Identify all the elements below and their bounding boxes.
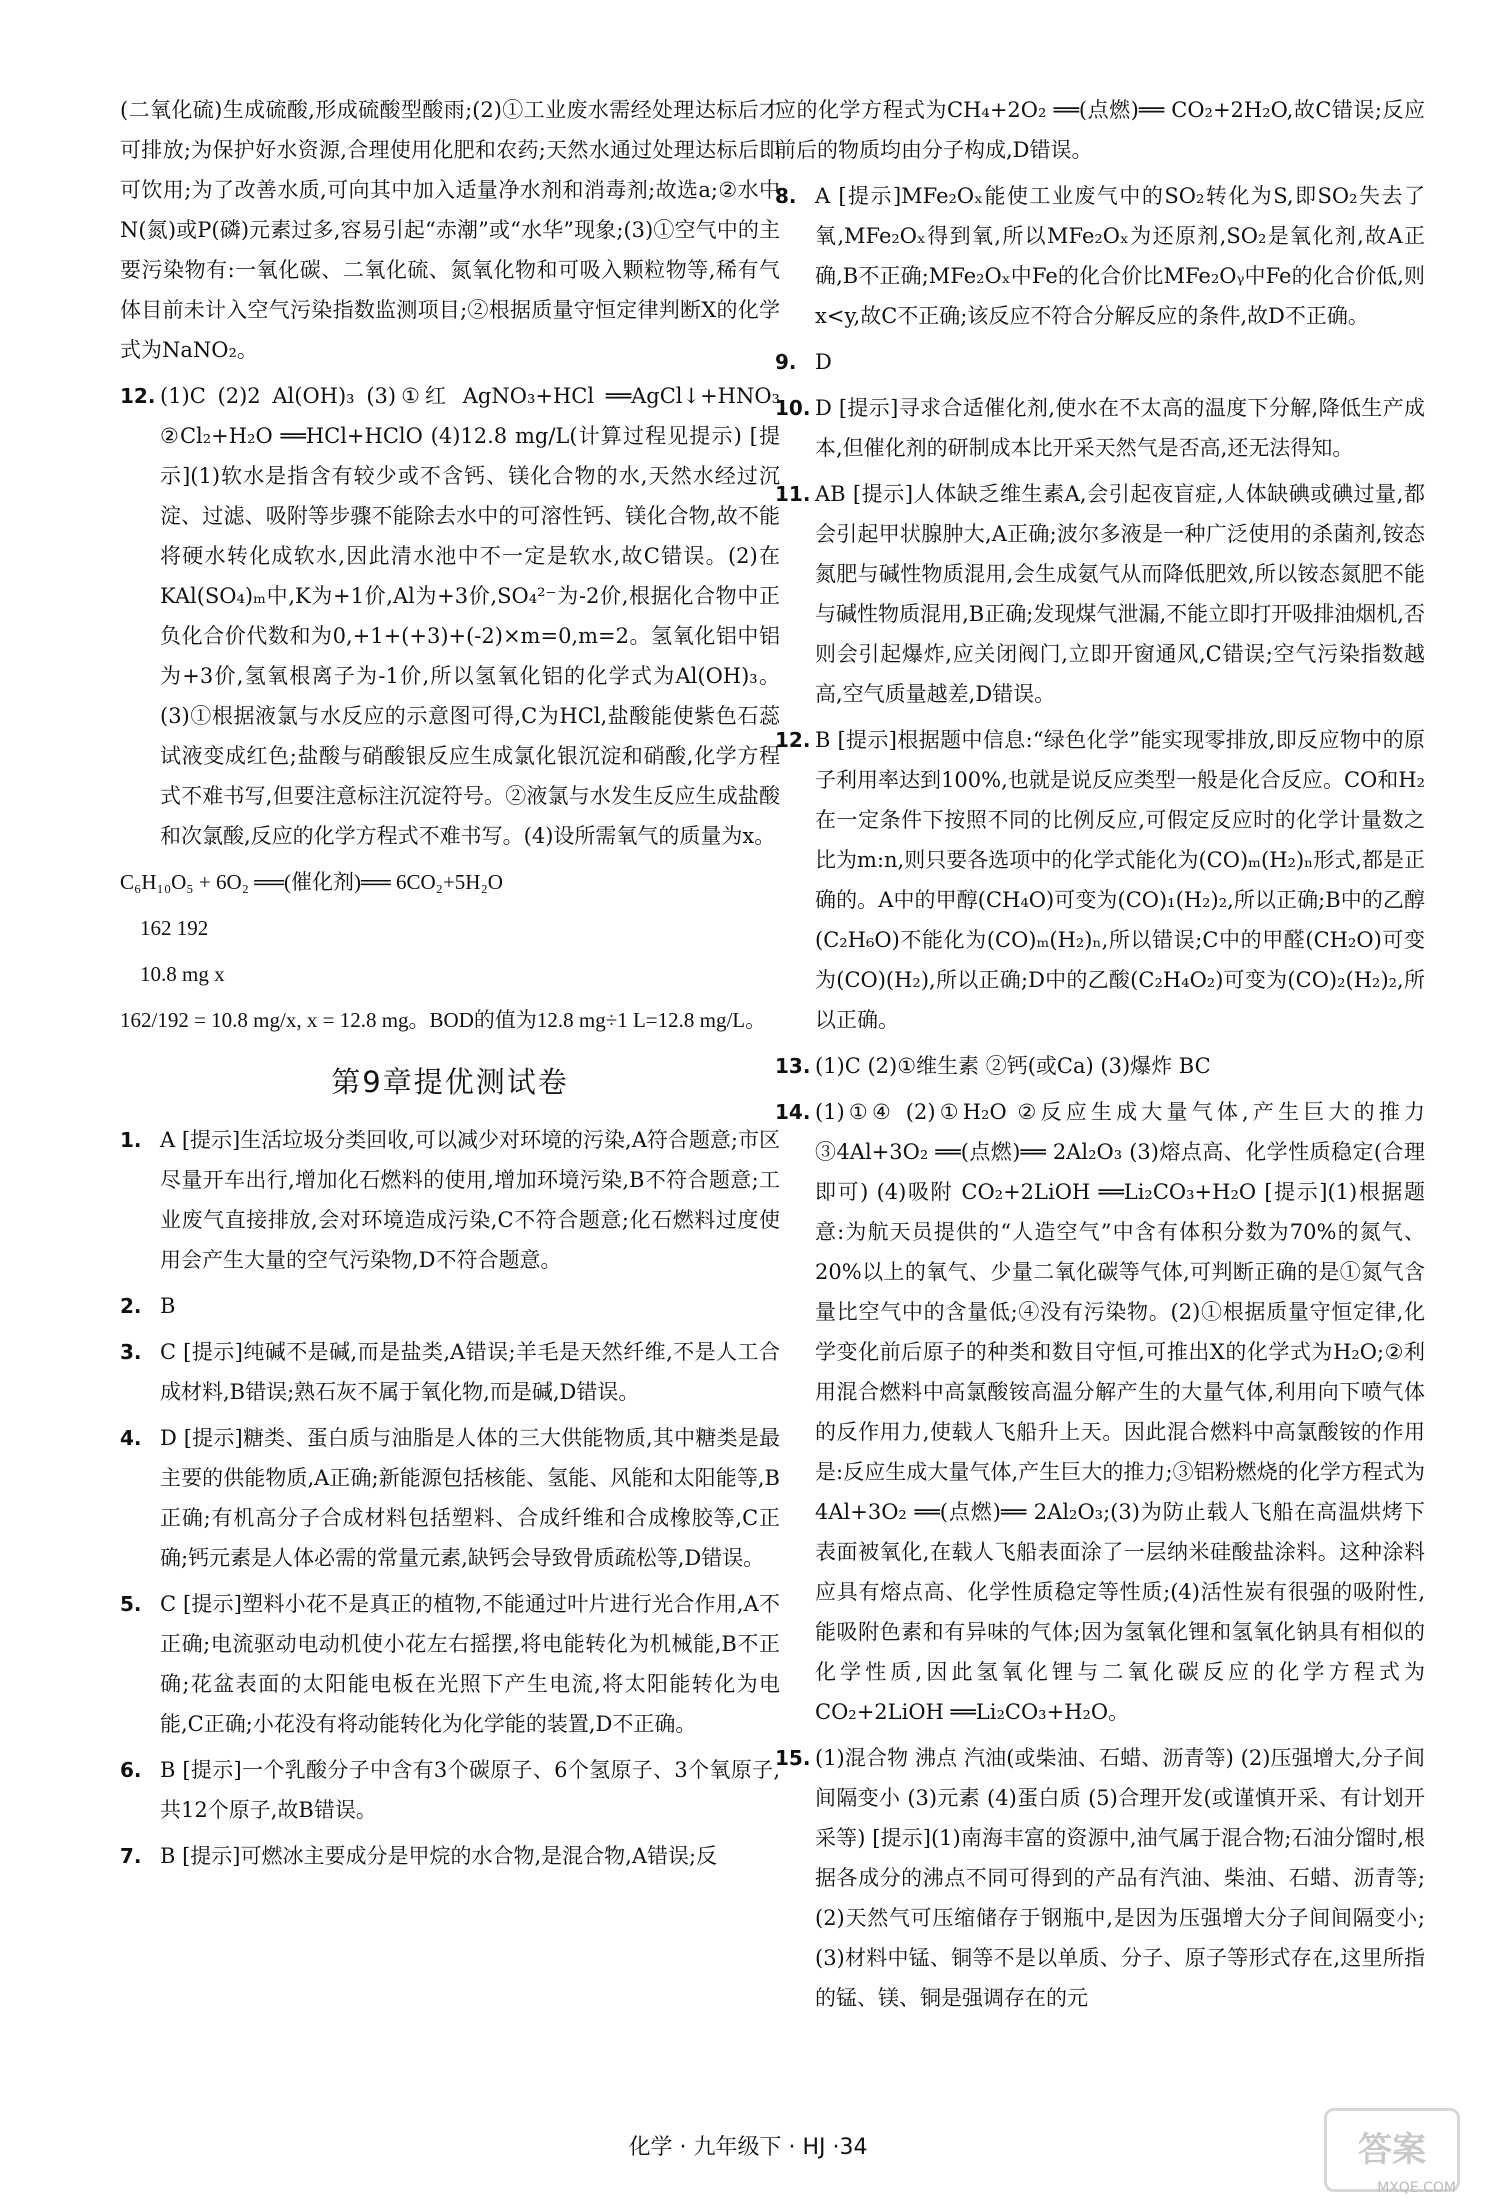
item-text: B [提示]根据题中信息:“绿色化学”能实现零排放,即反应物中的原子利用率达到100%,也就是说反应类型一般是化合反应。CO和H₂在一定条件下按照不同的比例反应,可假定反应时的化学计量数之比为m:n,则只要各选项中的化学式能化为(CO)ₘ(H₂)ₙ形式,都是正确的。A中的甲醇(CH₄O)可变为(CO)₁(H₂)₂,所以正确;B中的乙醇(C₂H₆O)不能化为(CO)ₘ(H₂)ₙ,所以错误;C中的甲醛(CH₂O)可变为(CO)(H₂),所以正确;D中的乙酸(C₂H₄O₂)可变为(CO)₂(H₂)₂,所以正确。 — [815, 728, 1425, 1032]
item-number: 4. — [120, 1426, 142, 1450]
calc-result: 162/192 = 10.8 mg/x, x = 12.8 mg。BOD的值为12.8 mg÷1 L=12.8 mg/L。 — [120, 1008, 767, 1032]
watermark-logo: 答案 — [1324, 2108, 1460, 2192]
answer-item — [120, 1120, 780, 1280]
answer-item — [120, 1332, 780, 1412]
item-text: AB [提示]人体缺乏维生素A,会引起夜盲症,人体缺碘或碘过量,都会引起甲状腺肿大,A正确;波尔多液是一种广泛使用的杀菌剂,铵态氮肥与碱性物质混用,会生成氨气从而降低肥效,所以铵态氮肥不能与碱性物质混用,B正确;发现煤气泄漏,不能立即打开吸排油烟机,否则会引起爆炸,应关闭阀门,立即开窗通风,C错误;空气污染指数越高,空气质量越差,D错误。 — [815, 482, 1425, 706]
item-number: 8. — [775, 184, 797, 208]
item-number: 13. — [775, 1054, 811, 1078]
section-title: 第9章提优测试卷 — [331, 1065, 569, 1099]
answer-item — [120, 1750, 780, 1830]
answer-item — [775, 342, 1425, 382]
item-number: 14. — [775, 1100, 811, 1124]
item-text: (1)混合物 沸点 汽油(或柴油、石蜡、沥青等) (2)压强增大,分子间间隔变小 (3)元素 (4)蛋白质 (5)合理开发(或谨慎开采、有计划开采等) [提示](1)南海丰富的资源中,油气属于混合物;石油分馏时,根据各成分的沸点不同可得到的产品有汽油、柴油、石蜡、沥青等;(2)天然气可压缩储存于钢瓶中,是因为压强增大分子间间隔变小;(3)材料中锰、铜等不是以单质、分子、原子等形式存在,这里所指的锰、镁、铜是强调存在的元 — [815, 1746, 1425, 2010]
answer-item — [775, 176, 1425, 336]
watermark-url: MXQE.COM — [1377, 2180, 1456, 2196]
item-text: B [提示]一个乳酸分子中含有3个碳原子、6个氢原子、3个氧原子,共12个原子,故B错误。 — [160, 1758, 780, 1822]
item-number: 5. — [120, 1592, 142, 1616]
item-text: (1)①④ (2)①H₂O ②反应生成大量气体,产生巨大的推力 ③4Al+3O₂ ══(点燃)══ 2Al₂O₃ (3)熔点高、化学性质稳定(合理即可) (4)吸附 CO₂+2LiOH ══Li₂CO₃+H₂O [提示](1)根据题意:为航天员提供的“人造空气”中含有体积分数为70%的氮气、20%以上的氧气、少量二氧化碳等气体,可判断正确的是①氮气含量比空气中的含量低;④没有污染物。(2)①根据质量守恒定律,化学变化前后原子的种类和数目守恒,可推出X的化学式为H₂O;②利用混合燃料中高氯酸铵高温分解产生的大量气体,利用向下喷气体的反作用力,使载人飞船升上天。因此混合燃料中高氯酸铵的作用是:反应生成大量气体,产生巨大的推力;③铝粉燃烧的化学方程式为4Al+3O₂ ══(点燃)══ 2Al₂O₃;(3)为防止载人飞船在高温烘烤下表面被氧化,在载人飞船表面涂了一层纳米硅酸盐涂料。这种涂料应具有熔点高、化学性质稳定等性质;(4)活性炭有很强的吸附性,能吸附色素和有异味的气体;因为氢氧化锂和氢氧化钠具有相似的化学性质,因此氢氧化锂与二氧化碳反应的化学方程式为CO₂+2LiOH ══Li₂CO₃+H₂O。 — [815, 1100, 1425, 1724]
item-number: 7. — [120, 1844, 142, 1868]
left-items — [120, 1120, 780, 1876]
continued-text: 应的化学方程式为CH₄+2O₂ ══(点燃)══ CO₂+2H₂O,故C错误;反应前后的物质均由分子构成,D错误。 — [775, 98, 1425, 162]
left-column — [120, 90, 780, 1882]
item-text: B — [160, 1294, 176, 1318]
item-number: 6. — [120, 1758, 142, 1782]
calc-equation: C₆H₁₀O₅ + 6O₂ ══(催化剂)══ 6CO₂+5H₂O — [120, 870, 503, 894]
item-text: C [提示]纯碱不是碱,而是盐类,A错误;羊毛是天然纤维,不是人工合成材料,B错误;熟石灰不属于氧化物,而是碱,D错误。 — [160, 1340, 780, 1404]
answer-item — [120, 1584, 780, 1744]
answer-item — [120, 376, 780, 856]
answer-item — [775, 474, 1425, 714]
answer-item — [775, 720, 1425, 1040]
answer-item — [120, 1836, 780, 1876]
item-number: 12. — [775, 728, 811, 752]
item-text: (1)C (2)2 Al(OH)₃ (3)①红 AgNO₃+HCl ══AgCl↓+HNO₃ ②Cl₂+H₂O ══HCl+HClO (4)12.8 mg/L(计算过程见提示) [提示](1)软水是指含有较少或不含钙、镁化合物的水,天然水经过沉淀、过滤、吸附等步骤不能除去水中的可溶性钙、镁化合物,故不能将硬水转化成软水,因此清水池中不一定是软水,故C错误。(2)在KAl(SO₄)ₘ中,K为+1价,Al为+3价,SO₄²⁻为-2价,根据化合物中正负化合价代数和为0,+1+(+3)+(-2)×m=0,m=2。氢氧化铝中铝为+3价,氢氧根离子为-1价,所以氢氧化铝的化学式为Al(OH)₃。(3)①根据液氯与水反应的示意图可得,C为HCl,盐酸能使紫色石蕊试液变成红色;盐酸与硝酸银反应生成氯化银沉淀和硝酸,化学方程式不难书写,但要注意标注沉淀符号。②液氯与水发生反应生成盐酸和次氯酸,反应的化学方程式不难书写。(4)设所需氧气的质量为x。 — [160, 384, 780, 848]
item-number: 1. — [120, 1128, 142, 1152]
answer-item — [775, 388, 1425, 468]
item-text: C [提示]塑料小花不是真正的植物,不能通过叶片进行光合作用,A不正确;电流驱动电动机使小花左右摇摆,将电能转化为机械能,B不正确;花盆表面的太阳能电板在光照下产生电流,将太阳能转化为电能,C正确;小花没有将动能转化为化学能的装置,D不正确。 — [160, 1592, 780, 1736]
item-number: 2. — [120, 1294, 142, 1318]
item-number: 15. — [775, 1746, 811, 1770]
answer-item — [775, 1738, 1425, 2018]
item-number: 9. — [775, 350, 797, 374]
item-text: A [提示]MFe₂Oₓ能使工业废气中的SO₂转化为S,即SO₂失去了氧,MFe₂Oₓ得到氧,所以MFe₂Oₓ为还原剂,SO₂是氧化剂,故A正确,B不正确;MFe₂Oₓ中Fe的化合价比MFe₂Oᵧ中Fe的化合价低,则x<y,故C不正确;该反应不符合分解反应的条件,故D不正确。 — [815, 184, 1425, 328]
answer-item — [120, 1418, 780, 1578]
answer-item — [775, 1092, 1425, 1732]
right-column — [775, 90, 1425, 2024]
item-text: D [提示]糖类、蛋白质与油脂是人体的三大供能物质,其中糖类是最主要的供能物质,A正确;新能源包括核能、氢能、风能和太阳能等,B正确;有机高分子合成材料包括塑料、合成纤维和合成橡胶等,C正确;钙元素是人体必需的常量元素,缺钙会导致骨质疏松等,D错误。 — [160, 1426, 780, 1570]
page-footer: 化学 · 九年级下 · HJ ·34 — [628, 2135, 868, 2160]
answer-item — [775, 1046, 1425, 1086]
item-number: 12. — [120, 384, 156, 408]
item-text: D — [815, 350, 832, 374]
calc-mass: 162 192 — [140, 916, 209, 940]
item-number: 3. — [120, 1340, 142, 1364]
item-text: A [提示]生活垃圾分类回收,可以减少对环境的污染,A符合题意;市区尽量开车出行,增加化石燃料的使用,增加环境污染,B不符合题意;工业废气直接排放,会对环境造成污染,C不符合题意;化石燃料过度使用会产生大量的空气污染物,D不符合题意。 — [160, 1128, 780, 1272]
item-number: 11. — [775, 482, 811, 506]
intro-paragraph: (二氧化硫)生成硫酸,形成硫酸型酸雨;(2)①工业废水需经处理达标后才可排放;为保护好水资源,合理使用化肥和农药;天然水通过处理达标后即可饮用;为了改善水质,可向其中加入适量净水剂和消毒剂;故选a;②水中N(氮)或P(磷)元素过多,容易引起“赤潮”或“水华”现象;(3)①空气中的主要污染物有:一氧化碳、二氧化硫、氮氧化物和可吸入颗粒物等,稀有气体目前未计入空气污染指数监测项目;②根据质量守恒定律判断X的化学式为NaNO₂。 — [120, 98, 780, 362]
item-text: (1)C (2)①维生素 ②钙(或Ca) (3)爆炸 BC — [815, 1054, 1211, 1078]
calc-given: 10.8 mg x — [140, 962, 225, 986]
answer-item — [120, 1286, 780, 1326]
item-text: D [提示]寻求合适催化剂,使水在不太高的温度下分解,降低生产成本,但催化剂的研制成本比开采天然气是否高,还无法得知。 — [815, 396, 1425, 460]
item-text: B [提示]可燃冰主要成分是甲烷的水合物,是混合物,A错误;反 — [160, 1844, 718, 1868]
item-number: 10. — [775, 396, 811, 420]
